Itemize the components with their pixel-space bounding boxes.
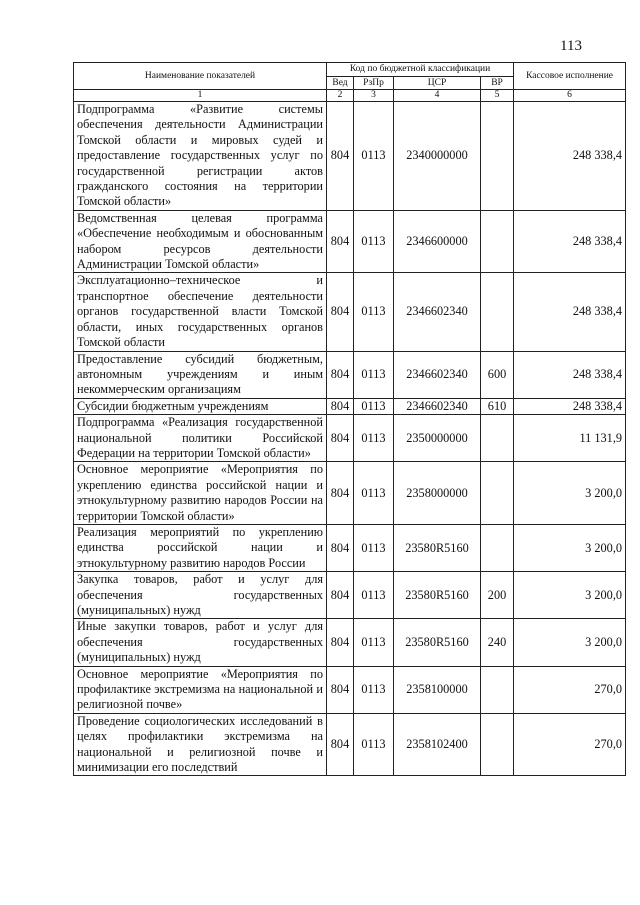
row-amount: 248 338,4 — [514, 273, 626, 351]
column-number: 3 — [354, 90, 394, 102]
row-ved: 804 — [327, 572, 354, 619]
row-rzpr: 0113 — [354, 524, 394, 571]
row-csr: 2358102400 — [394, 713, 481, 776]
row-vr — [481, 415, 514, 462]
row-amount: 248 338,4 — [514, 351, 626, 398]
row-name: Предоставление субсидий бюджетным, автономным учреждениям и иным некоммерческим организациям — [74, 351, 327, 398]
row-amount: 248 338,4 — [514, 210, 626, 273]
table-row — [74, 102, 626, 211]
row-name: Основное мероприятие «Мероприятия по профилактике экстремизма на национальной и религиозной почве» — [74, 666, 327, 713]
row-csr: 2346602340 — [394, 398, 481, 414]
row-rzpr: 0113 — [354, 351, 394, 398]
row-vr: 200 — [481, 572, 514, 619]
row-rzpr: 0113 — [354, 619, 394, 666]
row-ved: 804 — [327, 462, 354, 525]
table-row — [74, 572, 626, 619]
row-csr: 2358100000 — [394, 666, 481, 713]
row-ved: 804 — [327, 524, 354, 571]
row-vr — [481, 210, 514, 273]
row-amount: 3 200,0 — [514, 524, 626, 571]
row-amount: 11 131,9 — [514, 415, 626, 462]
row-vr: 600 — [481, 351, 514, 398]
table-row — [74, 210, 626, 273]
row-rzpr: 0113 — [354, 210, 394, 273]
row-ved: 804 — [327, 398, 354, 414]
header-code-group: Код по бюджетной классификации — [327, 63, 514, 77]
row-ved: 804 — [327, 102, 354, 211]
header-ved: Вед — [327, 77, 354, 90]
row-amount: 3 200,0 — [514, 619, 626, 666]
row-ved: 804 — [327, 619, 354, 666]
table-row — [74, 398, 626, 414]
row-vr — [481, 524, 514, 571]
row-rzpr: 0113 — [354, 572, 394, 619]
row-amount: 248 338,4 — [514, 398, 626, 414]
row-csr: 2346602340 — [394, 351, 481, 398]
header-name: Наименование показателей — [74, 63, 327, 90]
header-csr: ЦСР — [394, 77, 481, 90]
row-vr — [481, 273, 514, 351]
row-csr: 2346602340 — [394, 273, 481, 351]
row-name: Подпрограмма «Реализация государственной национальной политики Российской Федерации на территории Томской области» — [74, 415, 327, 462]
header-vr: ВР — [481, 77, 514, 90]
row-name: Ведомственная целевая программа «Обеспечение необходимым и обоснованным набором ресурсов деятельности Администрации Томской области» — [74, 210, 327, 273]
row-amount: 248 338,4 — [514, 102, 626, 211]
row-rzpr: 0113 — [354, 462, 394, 525]
row-amount: 3 200,0 — [514, 572, 626, 619]
row-name: Проведение социологических исследований в целях профилактики экстремизма на национальной и религиозной почве и минимизации его последствий — [74, 713, 327, 776]
row-csr: 2340000000 — [394, 102, 481, 211]
row-ved: 804 — [327, 713, 354, 776]
row-name: Реализация мероприятий по укреплению единства российской нации и этнокультурному развитию народов России — [74, 524, 327, 571]
row-name: Закупка товаров, работ и услуг для обеспечения государственных (муниципальных) нужд — [74, 572, 327, 619]
row-vr: 240 — [481, 619, 514, 666]
row-amount: 270,0 — [514, 713, 626, 776]
row-rzpr: 0113 — [354, 415, 394, 462]
row-rzpr: 0113 — [354, 102, 394, 211]
row-vr: 610 — [481, 398, 514, 414]
row-vr — [481, 462, 514, 525]
row-rzpr: 0113 — [354, 713, 394, 776]
column-number: 1 — [74, 90, 327, 102]
table-row — [74, 462, 626, 525]
row-name: Эксплуатационно–техническое и транспортное обеспечение деятельности органов государственной власти Томской области, иных государственных органов Томской области — [74, 273, 327, 351]
row-rzpr: 0113 — [354, 398, 394, 414]
column-number: 2 — [327, 90, 354, 102]
table-row — [74, 666, 626, 713]
row-csr: 2346600000 — [394, 210, 481, 273]
row-name: Субсидии бюджетным учреждениям — [74, 398, 327, 414]
budget-table — [73, 62, 626, 776]
row-csr: 2358000000 — [394, 462, 481, 525]
row-csr: 2350000000 — [394, 415, 481, 462]
row-csr: 23580R5160 — [394, 524, 481, 571]
row-amount: 270,0 — [514, 666, 626, 713]
row-name: Основное мероприятие «Мероприятия по укреплению единства российской нации и этнокультурному развитию народов России на территории Томской области» — [74, 462, 327, 525]
row-amount: 3 200,0 — [514, 462, 626, 525]
row-csr: 23580R5160 — [394, 572, 481, 619]
row-ved: 804 — [327, 273, 354, 351]
header-amount: Кассовое исполнение — [514, 63, 626, 90]
row-rzpr: 0113 — [354, 666, 394, 713]
table-row — [74, 415, 626, 462]
page-number: 113 — [560, 38, 582, 54]
row-name: Подпрограмма «Развитие системы обеспечения деятельности Администрации Томской области и мировых судей и предоставление государственных услуг по государственной регистрации актов гражданского состояния на территории Томской области» — [74, 102, 327, 211]
table-row — [74, 351, 626, 398]
table-row — [74, 273, 626, 351]
row-ved: 804 — [327, 210, 354, 273]
row-vr — [481, 713, 514, 776]
table-row — [74, 524, 626, 571]
row-ved: 804 — [327, 415, 354, 462]
header-rzpr: РзПр — [354, 77, 394, 90]
column-number: 6 — [514, 90, 626, 102]
row-rzpr: 0113 — [354, 273, 394, 351]
row-csr: 23580R5160 — [394, 619, 481, 666]
table-row — [74, 713, 626, 776]
column-number: 5 — [481, 90, 514, 102]
row-vr — [481, 102, 514, 211]
column-number: 4 — [394, 90, 481, 102]
row-vr — [481, 666, 514, 713]
row-ved: 804 — [327, 351, 354, 398]
row-name: Иные закупки товаров, работ и услуг для обеспечения государственных (муниципальных) нужд — [74, 619, 327, 666]
table-row — [74, 619, 626, 666]
row-ved: 804 — [327, 666, 354, 713]
